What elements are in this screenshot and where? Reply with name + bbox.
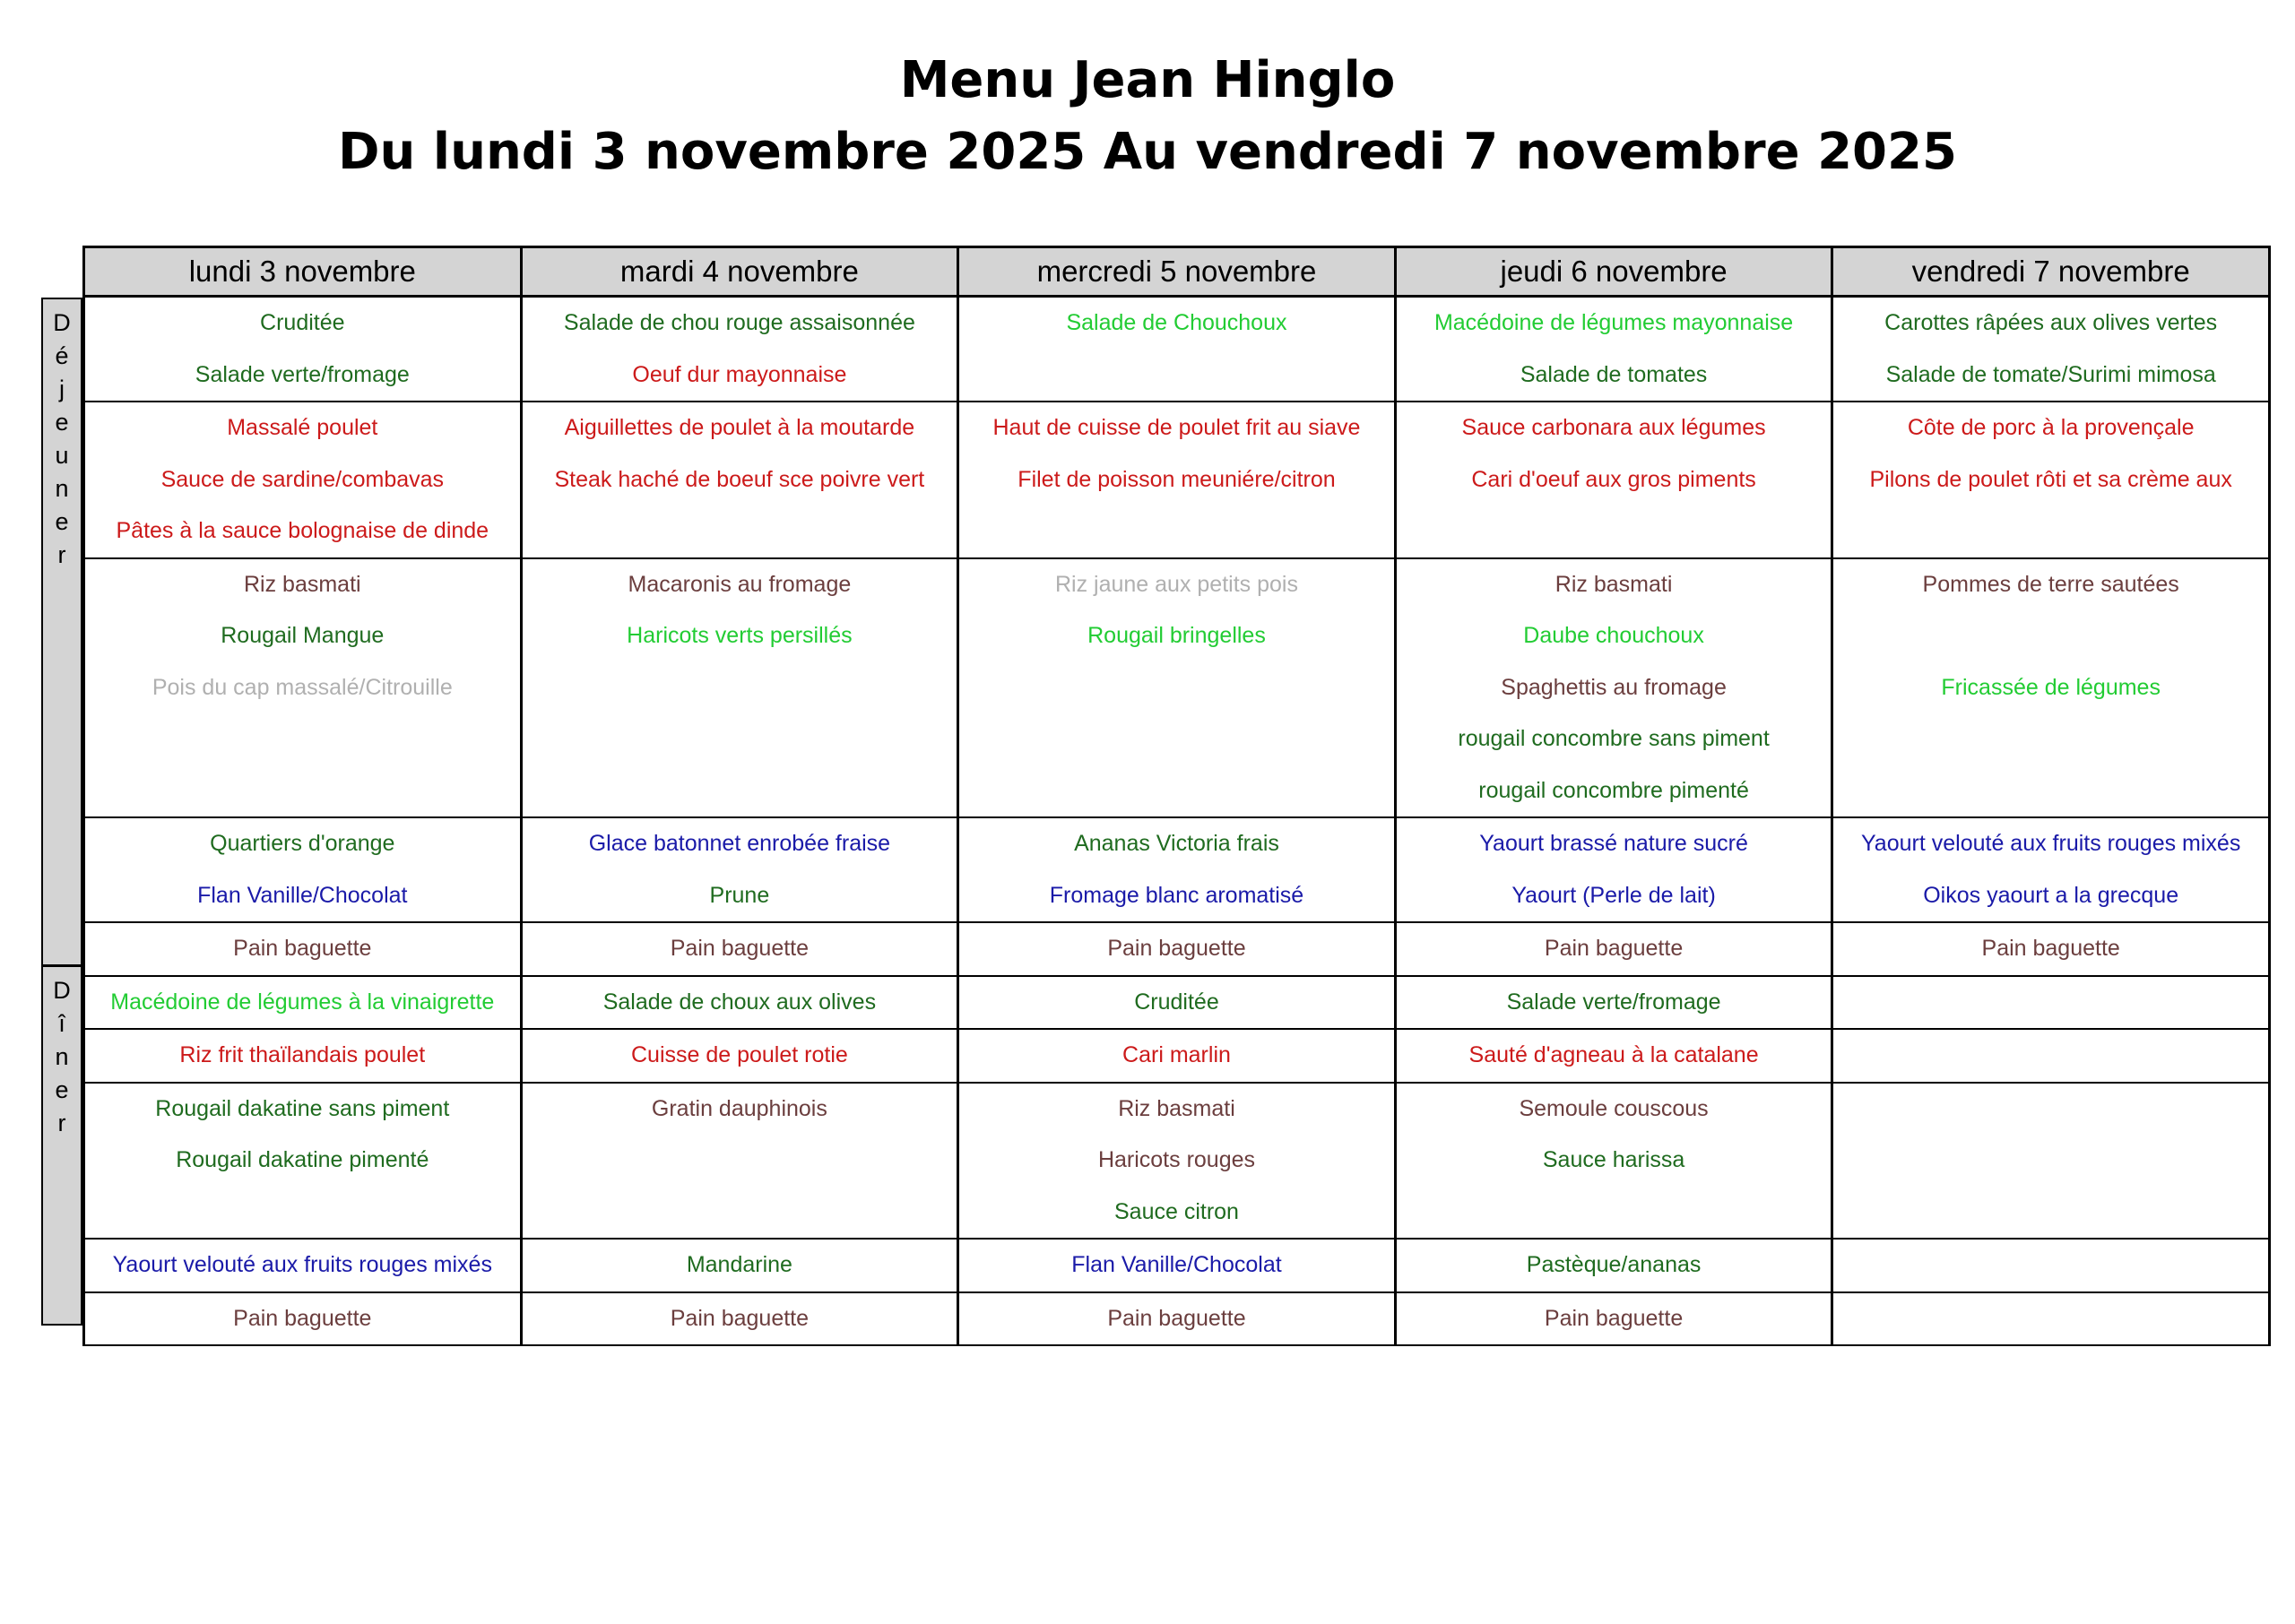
- menu-cell-tuesday: [521, 976, 958, 1030]
- menu-cell-wednesday: [958, 1292, 1396, 1346]
- section-label-dejeuner: [41, 298, 82, 966]
- menu-cell-tuesday: [521, 1292, 958, 1346]
- dish-item: Yaourt velouté aux fruits rouges mixés: [112, 1252, 492, 1277]
- diner-row: [84, 1292, 2270, 1346]
- menu-cell-monday: [84, 1292, 522, 1346]
- dish-item: Pain baguette: [233, 936, 372, 961]
- dish-item: Flan Vanille/Chocolat: [1071, 1252, 1282, 1277]
- day-header-tuesday: mardi 4 novembre: [521, 247, 958, 297]
- dish-item: [1833, 610, 2268, 662]
- dish-item: Carottes râpées aux olives vertes: [1884, 310, 2218, 335]
- dish-item: Sauce citron: [1114, 1198, 1239, 1224]
- day-header-wednesday: mercredi 5 novembre: [958, 247, 1396, 297]
- section-label-letter: r: [57, 541, 66, 568]
- menu-cell-friday: [1832, 1029, 2270, 1083]
- dish-item: Riz basmati: [244, 571, 361, 597]
- diner-row: [84, 976, 2270, 1030]
- dish-item: Haut de cuisse de poulet frit au siave: [992, 415, 1361, 440]
- dejeuner-row: [84, 297, 2270, 402]
- section-label-letter: e: [55, 508, 69, 535]
- menu-cell-monday: [84, 1083, 522, 1240]
- menu-cell-wednesday: [958, 297, 1396, 402]
- day-header-friday: vendredi 7 novembre: [1832, 247, 2270, 297]
- menu-cell-tuesday: [521, 297, 958, 402]
- section-label-letter: e: [55, 409, 69, 436]
- dish-item: Quartiers d'orange: [210, 831, 395, 856]
- menu-cell-thursday: [1395, 402, 1832, 558]
- dish-item: Salade de tomate/Surimi mimosa: [1885, 361, 2216, 387]
- dish-item: Gratin dauphinois: [651, 1095, 827, 1121]
- dish-item: Salade de tomates: [1520, 361, 1708, 387]
- dish-item: Ananas Victoria frais: [1074, 831, 1279, 856]
- menu-cell-wednesday: [958, 402, 1396, 558]
- section-label-letter: é: [55, 342, 69, 369]
- section-label-letter: D: [53, 309, 71, 336]
- menu-cell-friday: [1832, 297, 2270, 402]
- dish-item: Oikos yaourt a la grecque: [1923, 882, 2179, 908]
- menu-cell-monday: [84, 976, 522, 1030]
- dish-item: Yaourt (Perle de lait): [1511, 882, 1716, 908]
- dish-item: Yaourt velouté aux fruits rouges mixés: [1860, 831, 2241, 856]
- menu-cell-friday: [1832, 558, 2270, 818]
- section-label-letter: D: [53, 977, 71, 1004]
- dejeuner-row: [84, 558, 2270, 818]
- dish-item: Rougail dakatine pimenté: [176, 1147, 429, 1172]
- diner-row: [84, 1239, 2270, 1292]
- dish-item: Pain baguette: [670, 1305, 810, 1331]
- dish-item: Filet de poisson meuniére/citron: [1018, 466, 1336, 492]
- dish-item: Salade verte/fromage: [1506, 989, 1721, 1015]
- dish-item: Pâtes à la sauce bolognaise de dinde: [116, 518, 489, 543]
- dish-item: Rougail dakatine sans piment: [155, 1095, 450, 1121]
- menu-cell-thursday: [1395, 1083, 1832, 1240]
- dish-item: Côte de porc à la provençale: [1907, 415, 2195, 440]
- dish-item: Massalé poulet: [227, 415, 378, 440]
- menu-cell-friday: [1832, 402, 2270, 558]
- menu-cell-tuesday: [521, 1239, 958, 1292]
- dish-item: Riz frit thaïlandais poulet: [179, 1042, 426, 1067]
- menu-cell-monday: [84, 558, 522, 818]
- menu-cell-tuesday: [521, 402, 958, 558]
- dish-item: rougail concombre sans piment: [1458, 726, 1770, 751]
- dish-item: Salade de Chouchoux: [1066, 310, 1287, 335]
- dish-item: Macédoine de légumes à la vinaigrette: [110, 989, 495, 1015]
- dish-item: Cari marlin: [1122, 1042, 1231, 1067]
- dish-item: Pain baguette: [1107, 1305, 1246, 1331]
- menu-cell-wednesday: [958, 976, 1396, 1030]
- day-header-row: [84, 247, 2270, 297]
- menu-cell-monday: [84, 1029, 522, 1083]
- dish-item: Cruditée: [1134, 989, 1219, 1015]
- section-label-letter: r: [57, 1110, 66, 1136]
- dish-item: Semoule couscous: [1519, 1095, 1709, 1121]
- menu-cell-tuesday: [521, 922, 958, 976]
- menu-cell-thursday: [1395, 922, 1832, 976]
- dish-item: Steak haché de boeuf sce poivre vert: [554, 466, 925, 492]
- dish-item: Pois du cap massalé/Citrouille: [152, 674, 453, 700]
- dish-item: Cuisse de poulet rotie: [630, 1042, 848, 1067]
- section-label-diner: [41, 965, 82, 1326]
- dish-item: Rougail Mangue: [221, 623, 385, 648]
- dish-item: Pain baguette: [670, 936, 810, 961]
- dish-item: Glace batonnet enrobée fraise: [588, 831, 891, 856]
- menu-cell-wednesday: [958, 1239, 1396, 1292]
- menu-cell-thursday: [1395, 976, 1832, 1030]
- menu-cell-monday: [84, 297, 522, 402]
- menu-cell-thursday: [1395, 558, 1832, 818]
- section-label-letter: e: [55, 1076, 69, 1103]
- menu-cell-friday: [1832, 817, 2270, 922]
- menu-cell-thursday: [1395, 1239, 1832, 1292]
- dejeuner-row: [84, 817, 2270, 922]
- dish-item: Cruditée: [260, 310, 345, 335]
- dish-item: Riz jaune aux petits pois: [1054, 571, 1298, 597]
- dish-item: Macaronis au fromage: [628, 571, 852, 597]
- dish-item: Aiguillettes de poulet à la moutarde: [564, 415, 915, 440]
- menu-date-range: Du lundi 3 novembre 2025 Au vendredi 7 novembre 2025: [338, 123, 1957, 181]
- menu-cell-tuesday: [521, 1083, 958, 1240]
- dejeuner-row: [84, 922, 2270, 976]
- menu-cell-wednesday: [958, 817, 1396, 922]
- menu-cell-tuesday: [521, 558, 958, 818]
- section-label-letter: î: [58, 1010, 65, 1037]
- menu-header: [0, 45, 2295, 188]
- day-header-monday: lundi 3 novembre: [84, 247, 522, 297]
- menu-cell-monday: [84, 922, 522, 976]
- dish-item: Sauce carbonara aux légumes: [1461, 415, 1766, 440]
- dish-item: Pastèque/ananas: [1526, 1252, 1702, 1277]
- menu-cell-monday: [84, 1239, 522, 1292]
- menu-cell-wednesday: [958, 1083, 1396, 1240]
- dish-item: Pommes de terre sautées: [1922, 571, 2179, 597]
- section-label-letter: n: [55, 1043, 69, 1070]
- dish-item: Mandarine: [686, 1252, 792, 1277]
- day-header-thursday: jeudi 6 novembre: [1395, 247, 1832, 297]
- dish-item: Daube chouchoux: [1523, 623, 1704, 648]
- section-label-letter: u: [55, 442, 69, 469]
- menu-title: Menu Jean Hinglo: [899, 51, 1396, 109]
- dish-item: Sauce de sardine/combavas: [160, 466, 445, 492]
- menu-cell-friday: [1832, 1083, 2270, 1240]
- menu-cell-friday: [1832, 1292, 2270, 1346]
- dish-item: Pain baguette: [233, 1305, 372, 1331]
- dish-item: rougail concombre pimenté: [1478, 777, 1749, 803]
- dish-item: Rougail bringelles: [1087, 623, 1266, 648]
- menu-table: [82, 246, 2271, 1346]
- dish-item: Haricots rouges: [1097, 1147, 1256, 1172]
- dish-item: Pain baguette: [1981, 936, 2120, 961]
- dish-item: Macédoine de légumes mayonnaise: [1433, 310, 1794, 335]
- menu-cell-wednesday: [958, 922, 1396, 976]
- menu-cell-thursday: [1395, 1029, 1832, 1083]
- menu-cell-thursday: [1395, 817, 1832, 922]
- dish-item: Sauté d'agneau à la catalane: [1468, 1042, 1759, 1067]
- dish-item: Salade de chou rouge assaisonnée: [563, 310, 915, 335]
- dish-item: Yaourt brassé nature sucré: [1479, 831, 1748, 856]
- dish-item: Prune: [709, 882, 770, 908]
- dish-item: Riz basmati: [1555, 571, 1673, 597]
- dish-item: Fricassée de légumes: [1941, 674, 2161, 700]
- diner-row: [84, 1083, 2270, 1240]
- menu-cell-thursday: [1395, 1292, 1832, 1346]
- dish-item: Cari d'oeuf aux gros piments: [1471, 466, 1756, 492]
- dish-item: Pilons de poulet rôti et sa crème aux: [1869, 466, 2232, 492]
- menu-cell-friday: [1832, 922, 2270, 976]
- menu-cell-tuesday: [521, 1029, 958, 1083]
- dish-item: Pain baguette: [1544, 936, 1684, 961]
- dish-item: Riz basmati: [1118, 1095, 1235, 1121]
- menu-cell-thursday: [1395, 297, 1832, 402]
- dish-item: Fromage blanc aromatisé: [1049, 882, 1304, 908]
- section-label-letter: n: [55, 475, 69, 502]
- menu-cell-monday: [84, 402, 522, 558]
- section-label-letter: j: [59, 376, 65, 402]
- dish-item: Salade verte/fromage: [195, 361, 410, 387]
- dish-item: Flan Vanille/Chocolat: [197, 882, 408, 908]
- menu-cell-wednesday: [958, 558, 1396, 818]
- dish-item: Salade de choux aux olives: [602, 989, 877, 1015]
- menu-cell-friday: [1832, 976, 2270, 1030]
- menu-cell-monday: [84, 817, 522, 922]
- dish-item: Pain baguette: [1107, 936, 1246, 961]
- menu-cell-friday: [1832, 1239, 2270, 1292]
- dish-item: Haricots verts persillés: [627, 623, 853, 648]
- diner-row: [84, 1029, 2270, 1083]
- dejeuner-row: [84, 402, 2270, 558]
- dish-item: Oeuf dur mayonnaise: [632, 361, 847, 387]
- menu-cell-wednesday: [958, 1029, 1396, 1083]
- dish-item: Sauce harissa: [1542, 1147, 1685, 1172]
- dish-item: Spaghettis au fromage: [1501, 674, 1727, 700]
- dish-item: Pain baguette: [1544, 1305, 1684, 1331]
- menu-cell-tuesday: [521, 817, 958, 922]
